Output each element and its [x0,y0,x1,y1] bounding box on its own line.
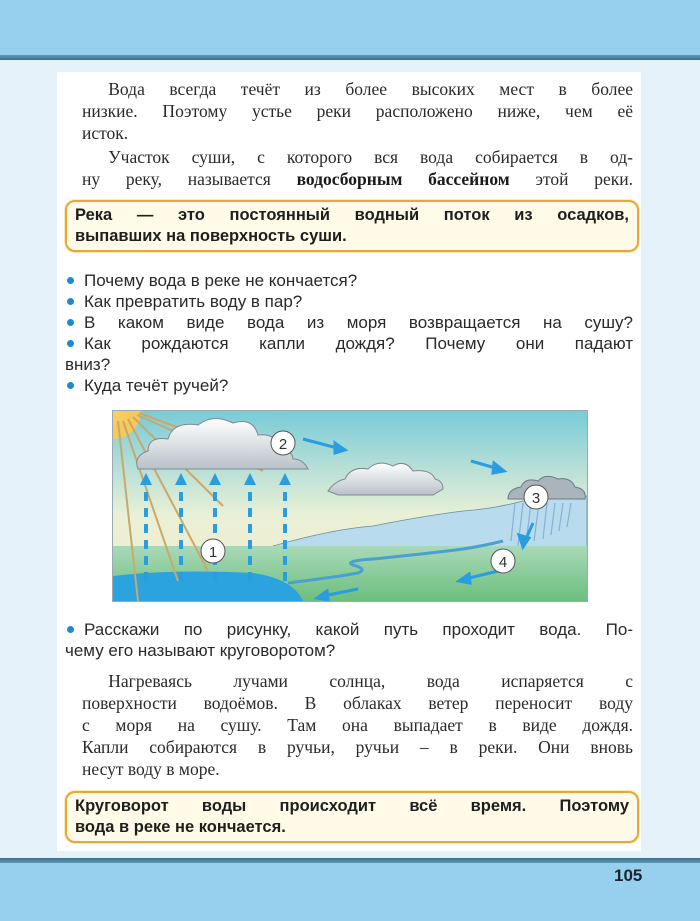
text-line [82,168,633,190]
definition-line: выпавших на поверхность суши. [75,227,347,245]
question-item [65,291,633,312]
question-item [65,270,633,291]
marker-label: 1 [208,544,218,561]
text-fragment: ну реку, называется [82,169,297,189]
question-text: В каком виде вода из моря возвращается на сушу? [84,313,633,332]
text-line: низкие. Поэтому устье реки расположено ниже, чем её [82,101,633,121]
bullet-icon [67,340,74,347]
paragraph-river-flow [82,78,633,144]
top-rule [0,55,700,60]
question-text: Почему вода в реке не кончается? [84,271,358,290]
question-item [65,333,633,375]
page-content [57,72,641,851]
marker-3 [524,485,548,509]
marker-label: 2 [278,436,288,453]
task-question [65,619,633,661]
text-line: Вода всегда течёт из более высоких мест в более [108,79,633,99]
paragraph-water-cycle [82,670,633,780]
task-text: Расскажи по рисунку, какой путь проходит вода. По- [84,620,633,639]
task-text: чему его называют круговоротом? [65,641,336,660]
definition-line: Река — это постоянный водный поток из осадков, [75,206,629,224]
bullet-icon [67,277,74,284]
conclusion-line: Круговорот воды происходит всё время. Поэтому [75,797,629,815]
water-cycle-diagram [112,410,588,602]
text-line: поверхности водоёмов. В облаках ветер переносит воду [82,693,633,713]
paragraph-catchment [82,146,633,190]
bullet-icon [67,382,74,389]
bottom-page-band [0,863,700,921]
marker-4 [491,549,515,573]
question-item [65,375,633,396]
bullet-icon [67,626,74,633]
conclusion-box [65,791,639,843]
text-line: с моря на сушу. Там она выпадает в виде дождя. [82,715,633,735]
bullet-icon [67,298,74,305]
marker-1 [201,539,225,563]
marker-label: 3 [531,490,541,507]
bullet-icon [67,319,74,326]
question-text: Как рождаются капли дождя? Почему они падают [84,334,633,353]
marker-label: 4 [498,554,508,571]
text-line: Нагреваясь лучами солнца, вода испаряется с [108,671,633,691]
text-fragment: этой реки. [509,169,633,189]
text-line: Капли собираются в ручьи, ручьи – в реки. Они вновь [82,737,633,757]
top-page-band [0,0,700,55]
page-number: 105 [614,866,643,885]
marker-2 [271,431,295,455]
question-continuation: вниз? [65,355,111,374]
text-line: несут воду в море. [82,759,220,779]
term-catchment-basin: водосборным бассейном [296,169,510,189]
question-text: Куда течёт ручей? [84,376,229,395]
conclusion-line: вода в реке не кончается. [75,818,286,836]
water-cycle-illustration [113,411,587,601]
question-text: Как превратить воду в пар? [84,292,303,311]
question-item [65,312,633,333]
text-line: исток. [82,123,129,143]
text-line: Участок суши, с которого вся вода собирается в од- [108,147,633,167]
questions-list [65,270,633,396]
definition-box [65,200,639,252]
